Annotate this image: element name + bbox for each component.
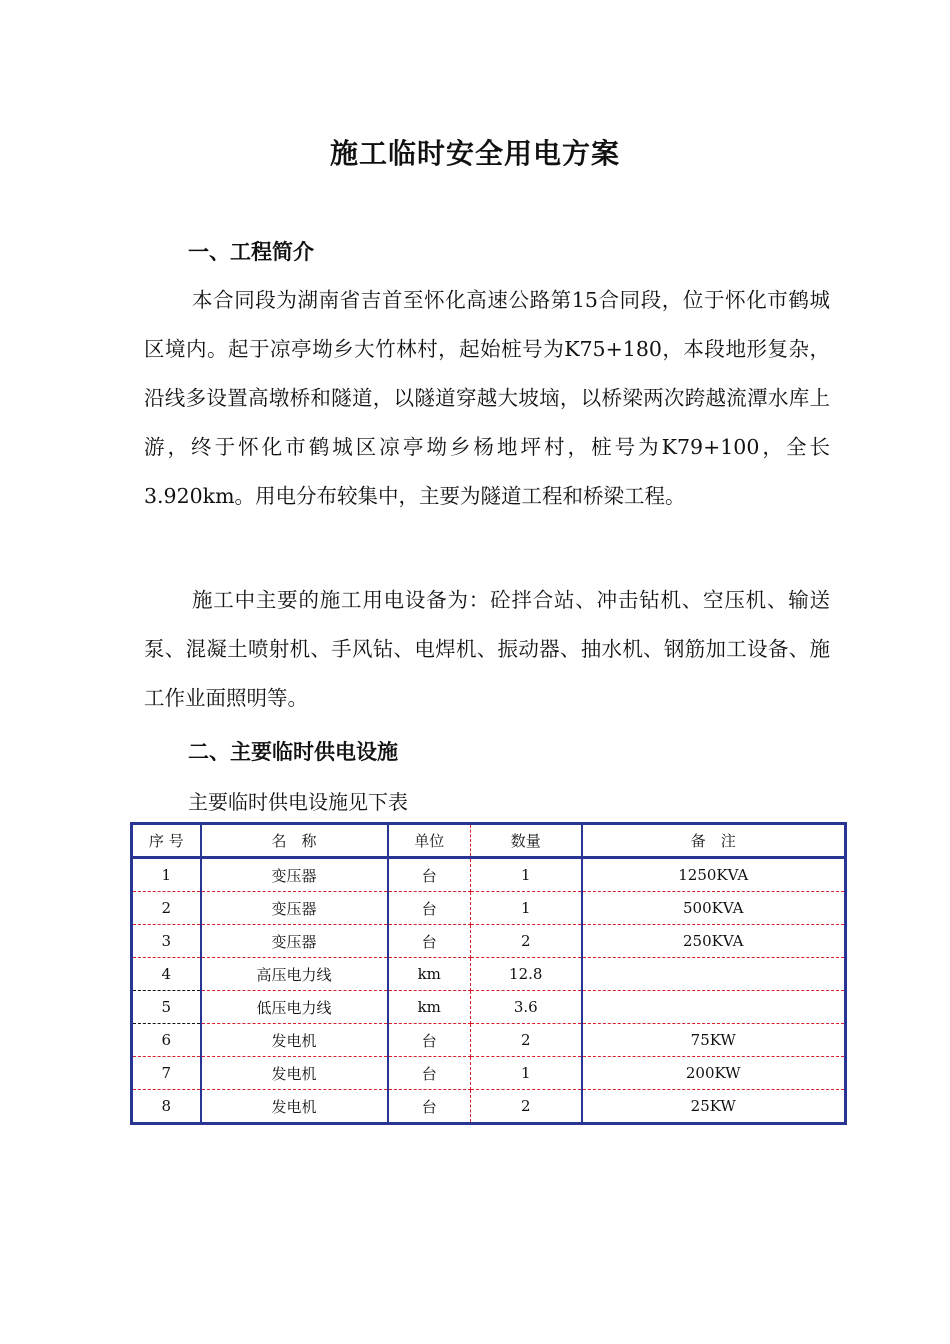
cell-unit: 台 bbox=[388, 1024, 471, 1057]
power-facilities-table bbox=[130, 822, 847, 1125]
overview-text: 本合同段为湖南省吉首至怀化高速公路第15合同段，位于怀化市鹤城区境内。起于凉亭坳乡大竹林村，起始桩号为K75+180，本段地形复杂，沿线多设置高墩桥和隧道，以隧道穿越大坡垴，以桥梁两次跨越流潭水库上游，终于怀化市鹤城区凉亭坳乡杨地坪村，桩号为K79+100，全长3.920km。用电分布较集中，主要为隧道工程和桥梁工程。 bbox=[144, 288, 830, 508]
section-heading-overview: 一、工程简介 bbox=[188, 240, 314, 264]
table-row bbox=[132, 858, 846, 892]
cell-unit: 台 bbox=[388, 892, 471, 925]
cell-index: 5 bbox=[132, 991, 201, 1024]
cell-name: 发电机 bbox=[201, 1090, 388, 1124]
table-row bbox=[132, 1057, 846, 1090]
cell-index: 2 bbox=[132, 892, 201, 925]
cell-remarks: 500KVA bbox=[582, 892, 846, 925]
cell-remarks bbox=[582, 958, 846, 991]
cell-unit: km bbox=[388, 991, 471, 1024]
header-quantity: 数量 bbox=[471, 824, 582, 858]
cell-name: 变压器 bbox=[201, 925, 388, 958]
cell-quantity: 3.6 bbox=[471, 991, 582, 1024]
cell-remarks: 1250KVA bbox=[582, 858, 846, 892]
cell-name: 发电机 bbox=[201, 1057, 388, 1090]
cell-quantity: 1 bbox=[471, 892, 582, 925]
cell-name: 低压电力线 bbox=[201, 991, 388, 1024]
table-row bbox=[132, 925, 846, 958]
cell-remarks: 250KVA bbox=[582, 925, 846, 958]
cell-quantity: 2 bbox=[471, 925, 582, 958]
table-row bbox=[132, 1024, 846, 1057]
page-title: 施工临时安全用电方案 bbox=[329, 137, 620, 170]
cell-unit: 台 bbox=[388, 925, 471, 958]
cell-unit: 台 bbox=[388, 1090, 471, 1124]
table-row bbox=[132, 991, 846, 1024]
cell-index: 7 bbox=[132, 1057, 201, 1090]
cell-quantity: 2 bbox=[471, 1090, 582, 1124]
cell-index: 1 bbox=[132, 858, 201, 892]
table-row bbox=[132, 1090, 846, 1124]
table-caption: 主要临时供电设施见下表 bbox=[188, 790, 408, 814]
equipment-text: 施工中主要的施工用电设备为：砼拌合站、冲击钻机、空压机、输送泵、混凝土喷射机、手风钻、电焊机、振动器、抽水机、钢筋加工设备、施工作业面照明等。 bbox=[144, 588, 830, 710]
cell-unit: 台 bbox=[388, 858, 471, 892]
equipment-paragraph bbox=[144, 576, 830, 723]
table-row bbox=[132, 892, 846, 925]
cell-index: 8 bbox=[132, 1090, 201, 1124]
cell-name: 发电机 bbox=[201, 1024, 388, 1057]
table-row bbox=[132, 958, 846, 991]
header-remarks: 备 注 bbox=[582, 824, 846, 858]
cell-name: 变压器 bbox=[201, 858, 388, 892]
cell-remarks: 200KW bbox=[582, 1057, 846, 1090]
cell-unit: 台 bbox=[388, 1057, 471, 1090]
cell-quantity: 1 bbox=[471, 1057, 582, 1090]
cell-quantity: 12.8 bbox=[471, 958, 582, 991]
section-heading-power-facilities: 二、主要临时供电设施 bbox=[188, 740, 398, 764]
cell-remarks bbox=[582, 991, 846, 1024]
cell-index: 6 bbox=[132, 1024, 201, 1057]
cell-remarks: 25KW bbox=[690, 1097, 736, 1115]
cell-quantity: 2 bbox=[471, 1024, 582, 1057]
header-unit: 单位 bbox=[388, 824, 471, 858]
overview-paragraph bbox=[144, 276, 830, 521]
header-index: 序 号 bbox=[132, 824, 201, 858]
table-header-row bbox=[132, 824, 846, 858]
cell-name: 变压器 bbox=[201, 892, 388, 925]
cell-index: 4 bbox=[132, 958, 201, 991]
cell-unit: km bbox=[388, 958, 471, 991]
cell-remarks: 75KW bbox=[582, 1024, 846, 1057]
cell-quantity: 1 bbox=[471, 858, 582, 892]
header-name: 名 称 bbox=[201, 824, 388, 858]
cell-index: 3 bbox=[132, 925, 201, 958]
cell-name: 高压电力线 bbox=[201, 958, 388, 991]
